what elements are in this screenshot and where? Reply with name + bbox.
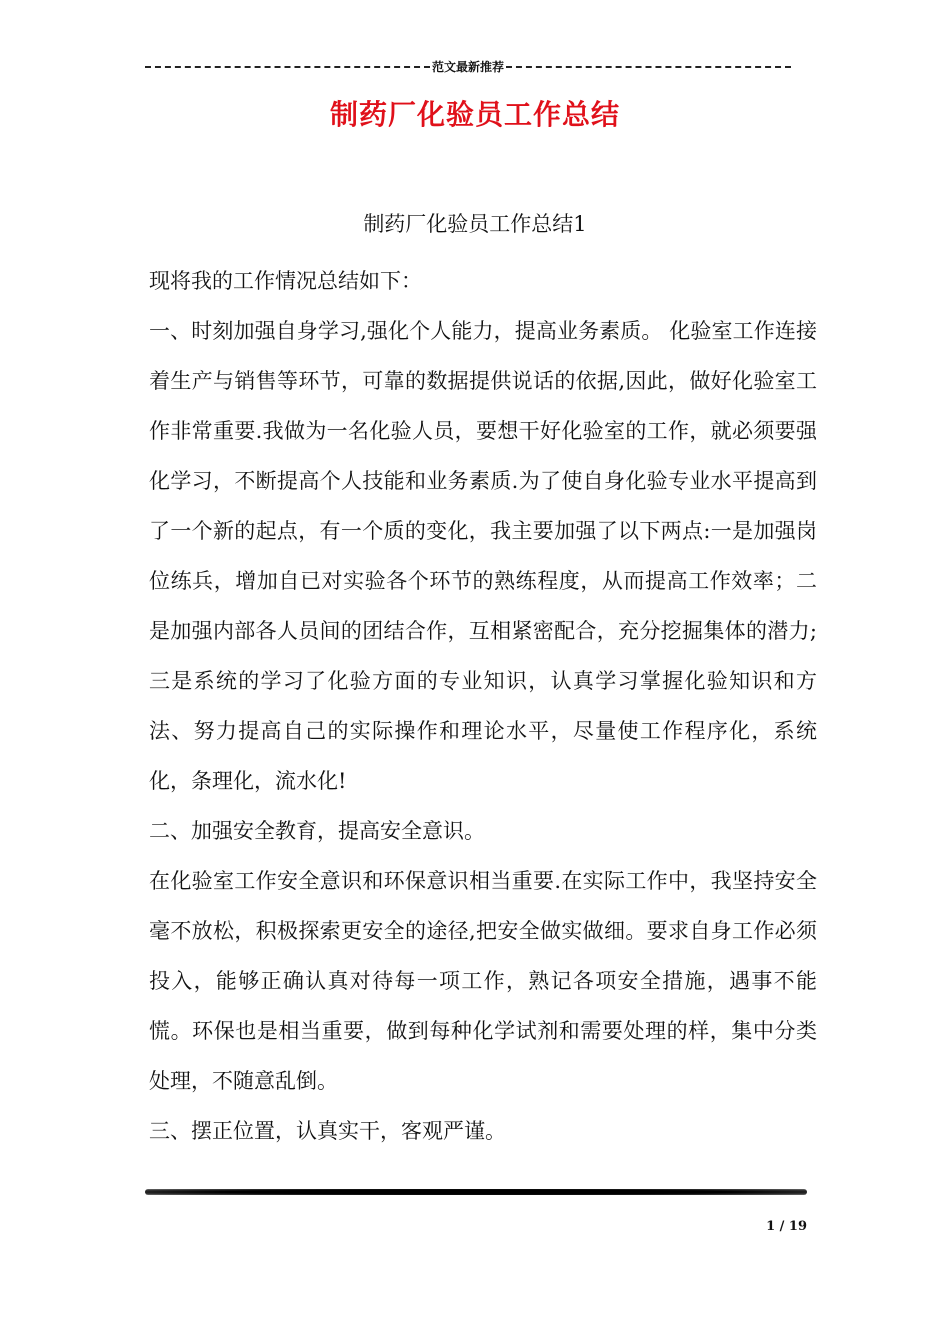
paragraph-safety-heading: 二、加强安全教育，提高安全意识。 (149, 819, 485, 843)
document-title: 制药厂化验员工作总结 (329, 98, 620, 131)
footer-rule (145, 1189, 807, 1195)
header-dash-right (506, 66, 791, 68)
paragraph-safety: 在化验室工作安全意识和环保意识相当重要.在实际工作中，我坚持安全毫不放松，积极探索更安全的途径,把安全做实做细。要求自身工作必须投入，能够正确认真对待每一项工作，熟记各项安全措施，遇事不能慌。环保也是相当重要，做到每种化学试剂和需要处理的样，集中分类处理，不随意乱倒。 (149, 869, 817, 1093)
header-dash-left (145, 66, 430, 68)
page-number: 1 / 19 (766, 1219, 807, 1234)
document-body (145, 256, 817, 1156)
header-label: 范文最新推荐 (432, 60, 505, 74)
header-banner (145, 58, 791, 75)
paragraph-intro: 现将我的工作情况总结如下： (149, 269, 422, 293)
paragraph-position-heading: 三、摆正位置，认真实干，客观严谨。 (149, 1119, 506, 1143)
section-title: 制药厂化验员工作总结1 (363, 212, 587, 236)
paragraph-learning: 一、时刻加强自身学习,强化个人能力，提高业务素质。 化验室工作连接着生产与销售等环节，可靠的数据提供说话的依据,因此，做好化验室工作非常重要.我做为一名化验人员，要想干好化验室的工作，就必须要强化学习，不断提高个人技能和业务素质.为了使自身化验专业水平提高到了一个新的起点，有一个质的变化，我主要加强了以下两点:一是加强岗位练兵，增加自已对实验各个环节的熟练程度，从而提高工作效率；二是加强内部各人员间的团结合作，互相紧密配合，充分挖掘集体的潜力;三是系统的学习了化验方面的专业知识，认真学习掌握化验知识和方法、努力提高自己的实际操作和理论水平，尽量使工作程序化，系统化，条理化，流水化! (149, 319, 817, 793)
